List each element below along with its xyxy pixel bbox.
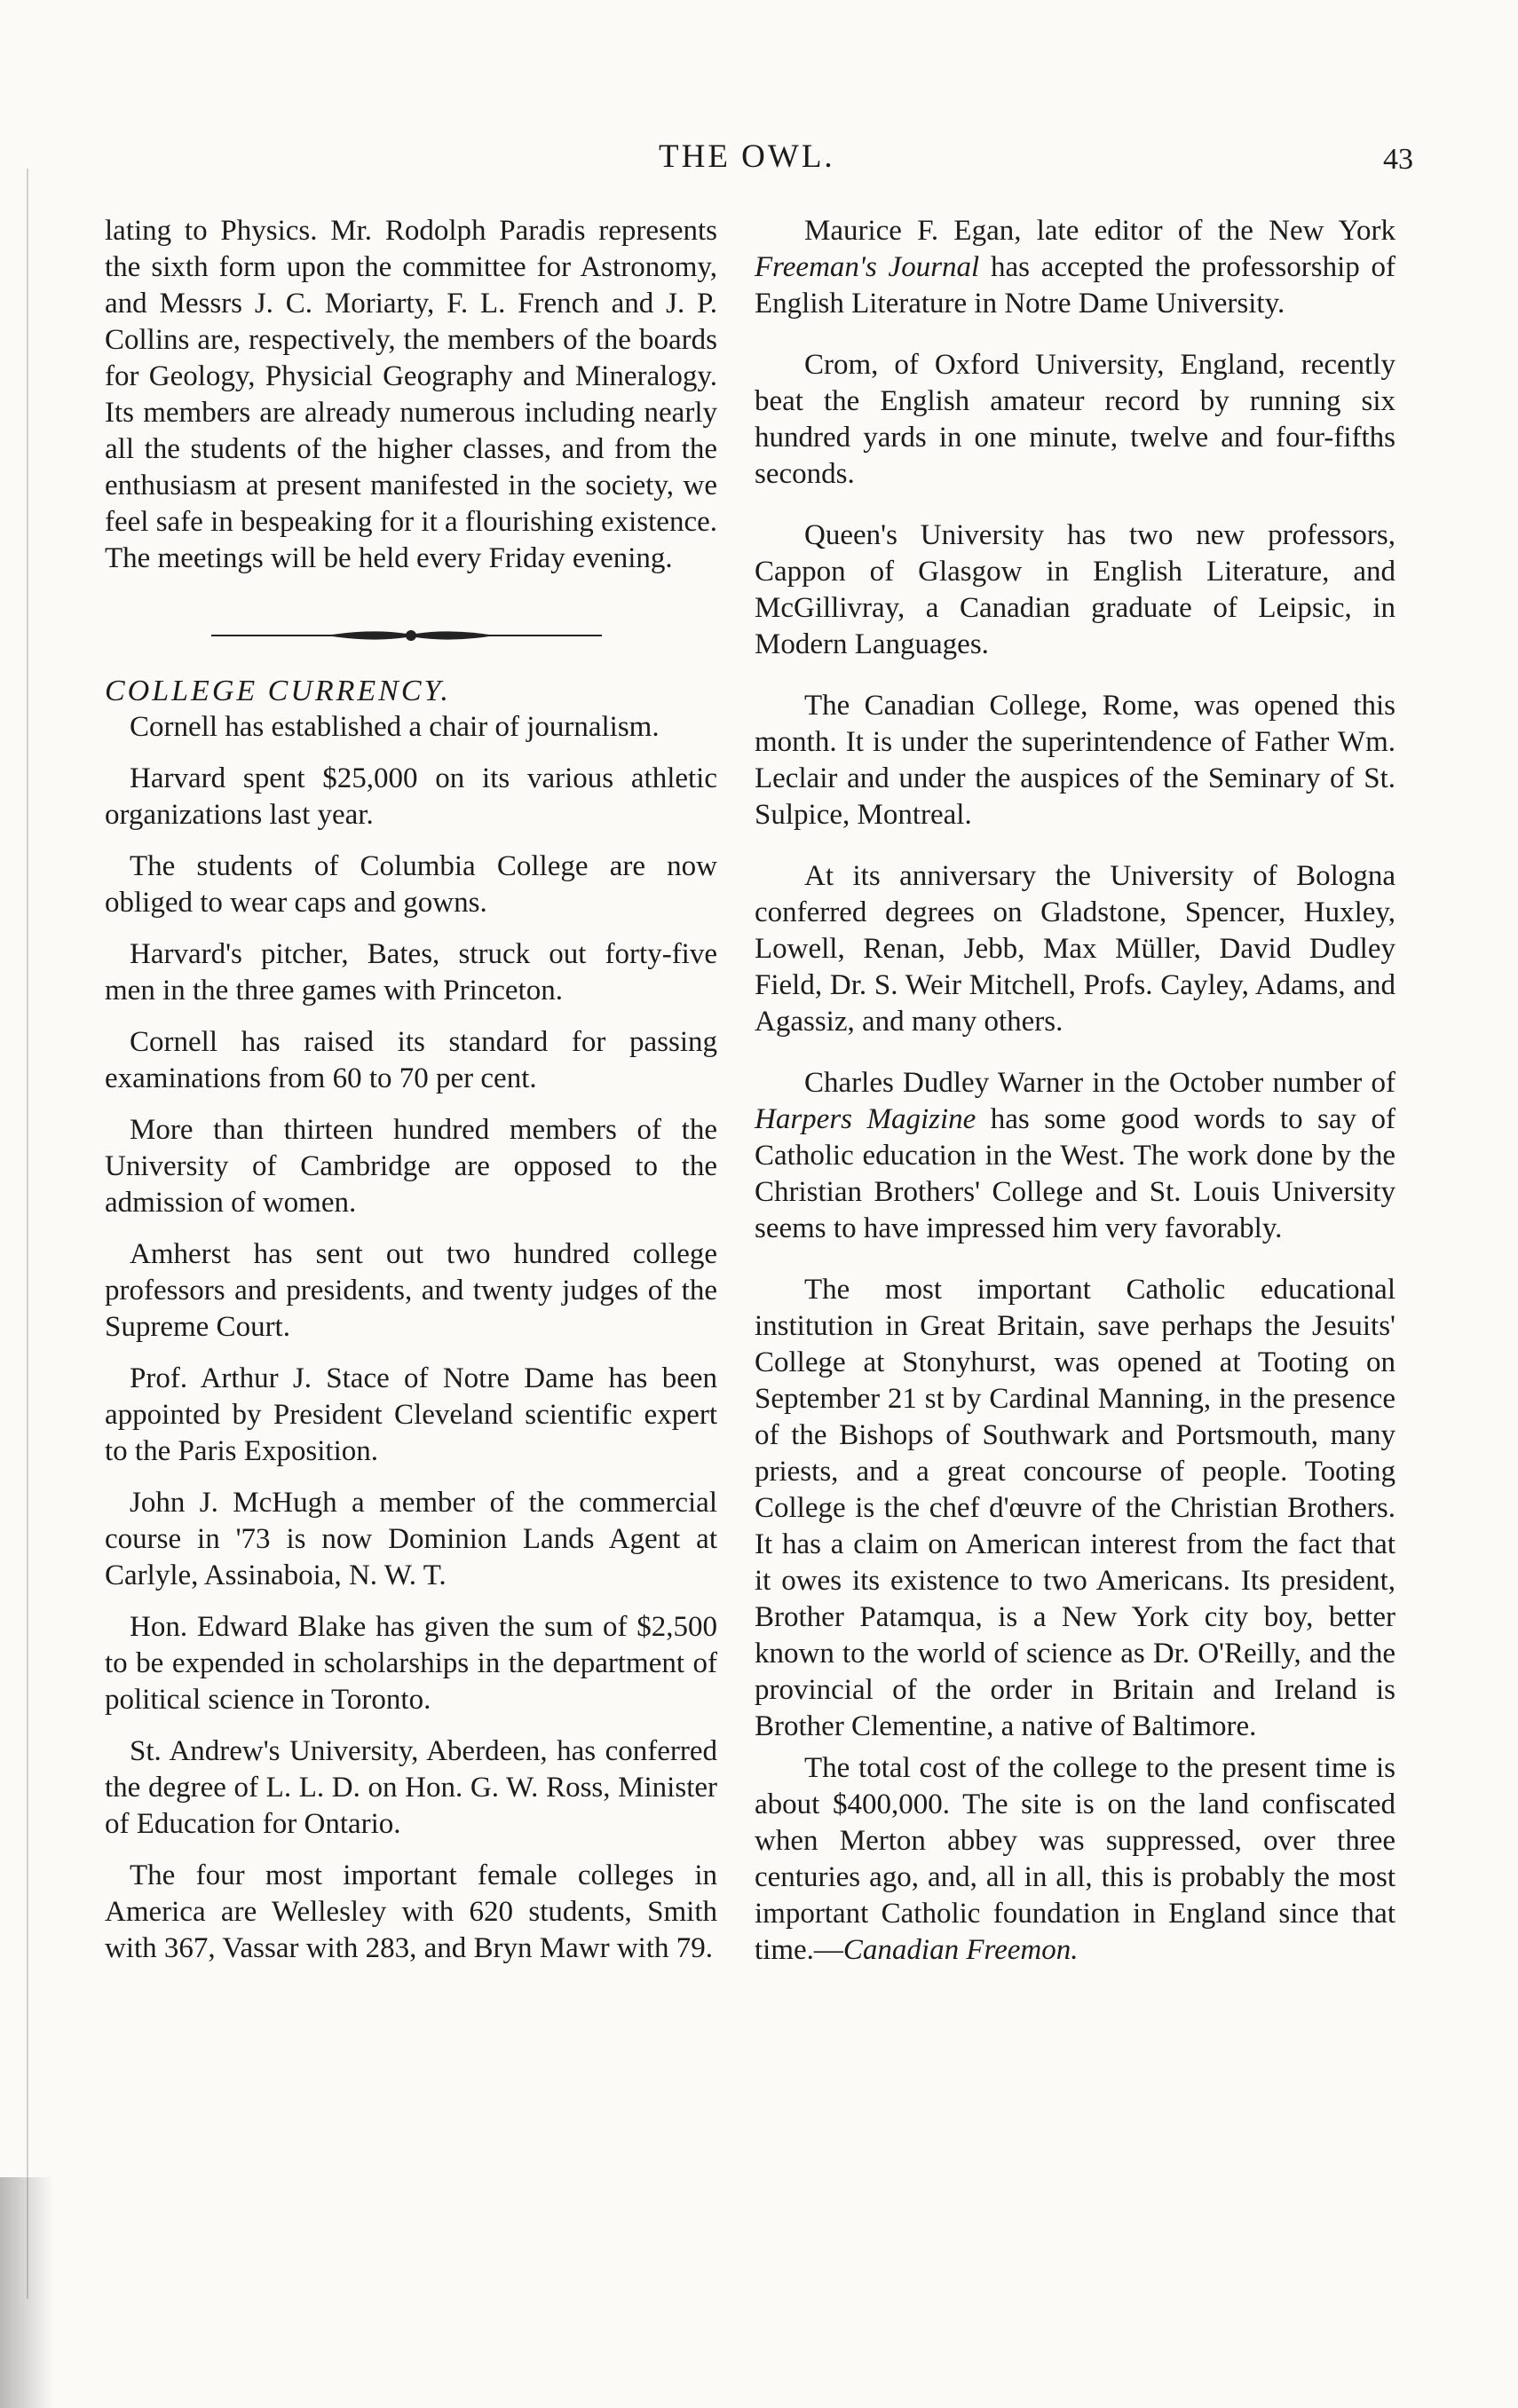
news-item: Cornell has established a chair of journalism. [130,711,660,743]
news-item: The students of Columbia College are now obliged to wear caps and gowns. [105,850,717,919]
news-item: John J. McHugh a member of the commercial course in '73 is now Dominion Lands Agent at Carlyle, Assinaboia, N. W. T. [105,1487,717,1591]
news-item: Queen's University has two new professors, Cappon of Glasgow in English Literature, and McGillivray, a Canadian graduate of Leipsic, in Modern Languages. [755,519,1395,660]
egan-text-before: Maurice F. Egan, late editor of the New York [804,215,1395,247]
egan-text-after: has accepted the professorship of English Literature in Notre Dame University. [755,251,1395,320]
left-column [105,213,717,1982]
warner-magazine-title: Harpers Magizine [755,1103,976,1135]
news-item-warner [755,1065,1395,1247]
section-title: COLLEGE CURRENCY. [105,675,451,707]
section-divider [105,618,717,653]
ornament-rule-icon [105,618,717,653]
news-item: At its anniversary the University of Bologna conferred degrees on Gladstone, Spencer, Huxley, Lowell, Renan, Jebb, Max Müller, David Dudley Field, Dr. S. Weir Mitchell, Profs. Cayley, Adams, and Agassiz, and many others. [755,860,1395,1038]
news-item: Crom, of Oxford University, England, recently beat the English amateur record by running six hundred yards in one minute, twelve and four-fifths seconds. [755,349,1395,490]
binding-margin [0,169,28,2299]
news-item-egan [755,213,1395,322]
news-item: Prof. Arthur J. Stace of Notre Dame has been appointed by President Cleveland scientific expert to the Paris Exposition. [105,1362,717,1467]
news-item: The four most important female colleges in America are Wellesley with 620 students, Smith with 367, Vassar with 283, and Bryn Mawr with 79. [105,1859,717,1964]
news-item: More than thirteen hundred members of the University of Cambridge are opposed to the admission of women. [105,1114,717,1219]
cost-text: The total cost of the college to the present time is about $400,000. The site is on the land confiscated when Merton abbey was suppressed, over three centuries ago, and, all in all, this is probably the most important Catholic foundation in England since that time.— [755,1752,1395,1966]
news-item-cost [755,1750,1395,1969]
warner-text-before: Charles Dudley Warner in the October number of [804,1067,1395,1099]
news-item: Harvard's pitcher, Bates, struck out forty-five men in the three games with Princeton. [105,938,717,1007]
warner-text-after: has some good words to say of Catholic education in the West. The work done by the Christian Brothers' College and St. Louis University seems to have impressed him very favorably. [755,1103,1395,1244]
intro-paragraph: lating to Physics. Mr. Rodolph Paradis represents the sixth form upon the committee for Astronomy, and Messrs J. C. Moriarty, F. L. French and J. P. Collins are, respectively, the members of the boards for Geology, Physicial Geography and Mineralogy. Its members are already numerous including nearly all the students of the higher classes, and from the enthusiasm at present manifested in the society, we feel safe in bespeaking for it a flourishing existence. The meetings will be held every Friday evening. [105,215,718,574]
news-item: Cornell has raised its standard for passing examinations from 60 to 70 per cent. [105,1026,717,1094]
news-item-tooting: The most important Catholic educational institution in Great Britain, save perhaps the Jesuits' College at Stonyhurst, was opened at Tooting on September 21 st by Cardinal Manning, in the presence of the Bishops of Southwark and Portsmouth, many priests, and a great concourse of people. Tooting College is the chef d'œuvre of the Christian Brothers. It has a claim on American interest from the fact that it owes its existence to two Americans. Its president, Brother Patamqua, is a New York city boy, better known to the world of science as Dr. O'Reilly, and the provincial of the order in Britain and Ireland is Brother Clementine, a native of Baltimore. [755,1274,1395,1742]
news-item: St. Andrew's University, Aberdeen, has conferred the degree of L. L. D. on Hon. G. W. Ross, Minister of Education for Ontario. [105,1735,717,1840]
news-item: The Canadian College, Rome, was opened this month. It is under the superintendence of Father Wm. Leclair and under the auspices of the Seminary of St. Sulpice, Montreal. [755,690,1395,831]
right-column [755,213,1395,1994]
page-header [0,138,1518,191]
news-item: Harvard spent $25,000 on its various athletic organizations last year. [105,762,717,831]
egan-journal-title: Freeman's Journal [755,251,980,283]
page-number: 43 [1383,143,1413,176]
running-title: THE OWL. [659,138,835,175]
page-edge-shadow [0,2177,53,2408]
cost-source: Canadian Freemon. [842,1934,1079,1966]
news-item: Amherst has sent out two hundred college professors and presidents, and twenty judges of the Supreme Court. [105,1238,717,1343]
news-item: Hon. Edward Blake has given the sum of $2,500 to be expended in scholarships in the department of political science in Toronto. [105,1611,717,1716]
